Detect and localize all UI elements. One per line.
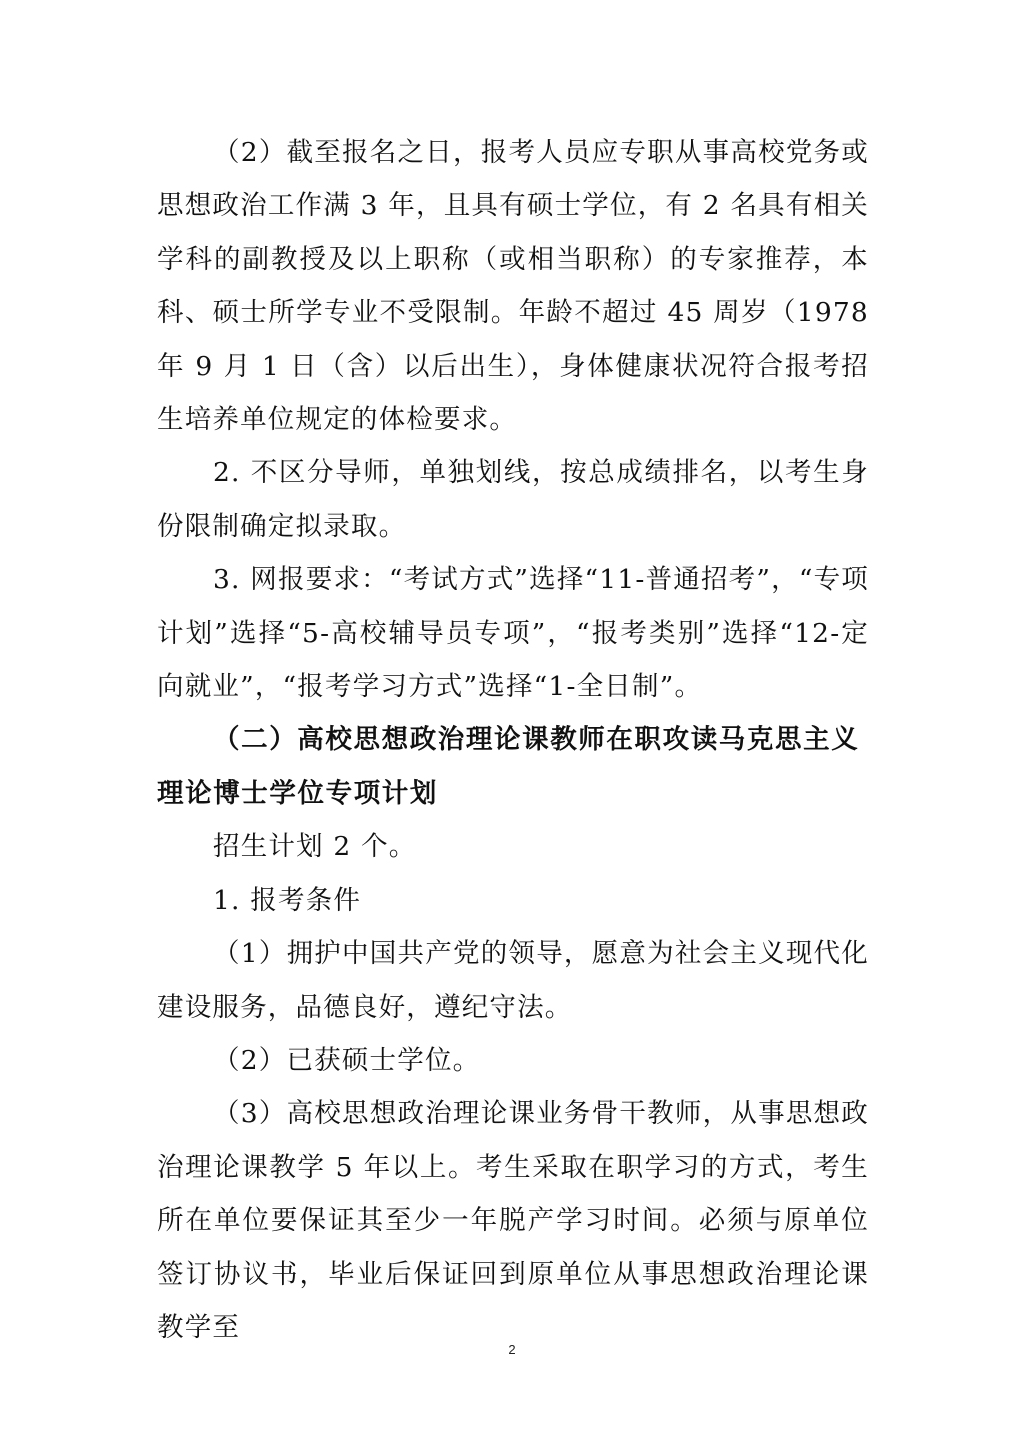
paragraph-admission-ranking: 2. 不区分导师，单独划线，按总成绩排名，以考生身份限制确定拟录取。 [157,457,869,542]
paragraph-condition-3: （3）高校思想政治理论课业务骨干教师，从事思想政治理论课教学 5 年以上。考生采取在职学习的方式，考生所在单位要保证其至少一年脱产学习时间。必须与原单位签订协议书，毕业后保证回到原单位从事思想政治理论课教学至 [157,1098,869,1343]
paragraph-enrollment-plan: 招生计划 2 个。 [213,831,417,863]
paragraph-condition-1: （1）拥护中国共产党的领导，愿意为社会主义现代化建设服务，品德良好，遵纪守法。 [157,938,869,1023]
document-body [157,126,869,1354]
paragraph-online-registration: 3. 网报要求：“考试方式”选择“11-普通招考”，“专项计划”选择“5-高校辅导员专项”，“报考类别”选择“12-定向就业”，“报考学习方式”选择“1-全日制”。 [157,564,869,703]
page-number: 2 [508,1342,516,1357]
section-heading: （二）高校思想政治理论课教师在职攻读马克思主义理论博士学位专项计划 [157,724,860,809]
paragraph-age-requirement: （2）截至报名之日，报考人员应专职从事高校党务或思想政治工作满 3 年，且具有硕士学位，有 2 名具有相关学科的副教授及以上职称（或相当职称）的专家推荐，本科、硕士所学专业不受限制。年龄不超过 45 周岁（1978 年 9 月 1 日（含）以后出生），身体健康状况符合报考招生培养单位规定的体检要求。 [157,137,869,436]
paragraph-conditions-title: 1. 报考条件 [213,884,362,916]
paragraph-condition-2: （2）已获硕士学位。 [213,1044,481,1076]
